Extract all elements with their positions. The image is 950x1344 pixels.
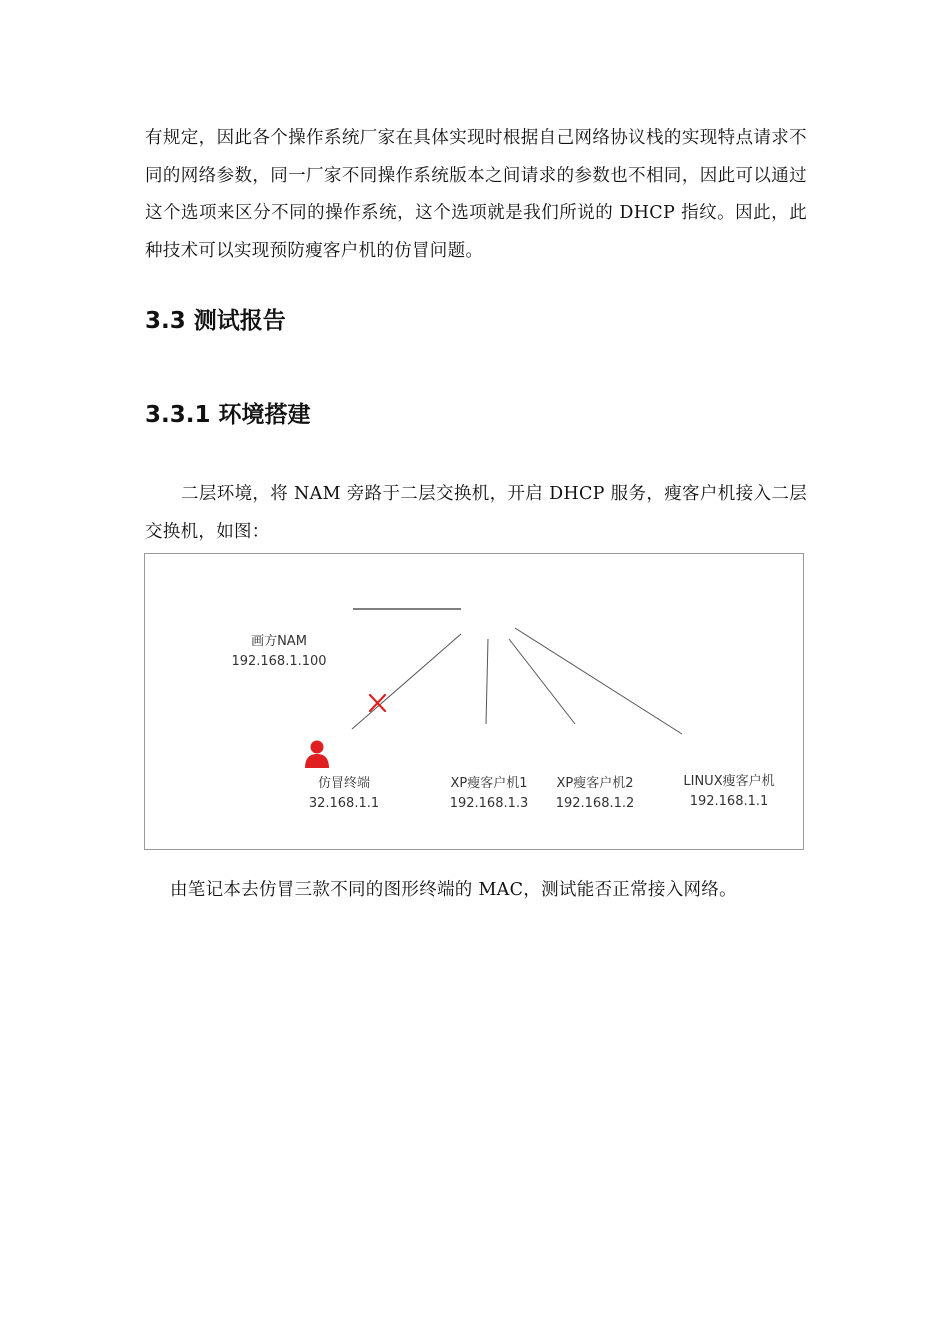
cross-icon (370, 695, 385, 711)
client-1-name: XP瘦客户机1 (450, 776, 528, 791)
link-client-1 (486, 639, 488, 724)
link-client-2 (509, 639, 575, 724)
client-2-name: XP瘦客户机2 (556, 776, 634, 791)
spoof-terminal-name: 仿冒终端 (317, 776, 370, 791)
client-3-label (669, 772, 789, 812)
body-paragraph-environment: 二层环境，将 NAM 旁路于二层交换机，开启 DHCP 服务，瘦客户机接入二层交换机，如图： (145, 484, 807, 542)
nam-name: 画方NAM (251, 634, 307, 649)
subsection-heading-environment-setup: 3.3.1 环境搭建 (145, 402, 311, 428)
spoof-terminal-label (299, 774, 389, 814)
body-paragraph-dhcp-fingerprint: 有规定，因此各个操作系统厂家在具体实现时根据自己网络协议栈的实现特点请求不同的网络参数，同一厂家不同操作系统版本之间请求的参数也不相同，因此可以通过这个选项来区分不同的操作系统，这个选项就是我们所说的 DHCP 指纹。因此，此种技术可以实现预防瘦客户机的仿冒问题。 (145, 128, 807, 261)
link-client-3 (515, 628, 682, 734)
user-icon (305, 741, 329, 769)
section-heading-test-report: 3.3 测试报告 (145, 308, 286, 334)
client-1-ip: 192.168.1.3 (449, 796, 529, 811)
client-3-name: LINUX瘦客户机 (683, 774, 775, 789)
link-spoof-terminal (352, 634, 461, 729)
body-paragraph-test-method: 由笔记本去仿冒三款不同的图形终端的 MAC，测试能否正常接入网络。 (170, 880, 737, 900)
client-1-label (439, 774, 539, 814)
spoof-terminal-ip: 32.168.1.1 (308, 796, 380, 811)
client-2-ip: 192.168.1.2 (555, 796, 635, 811)
nam-ip: 192.168.1.100 (231, 654, 327, 669)
client-2-label (545, 774, 645, 814)
network-topology-diagram (144, 553, 804, 850)
nam-label (227, 632, 331, 672)
client-3-ip: 192.168.1.1 (689, 794, 769, 809)
